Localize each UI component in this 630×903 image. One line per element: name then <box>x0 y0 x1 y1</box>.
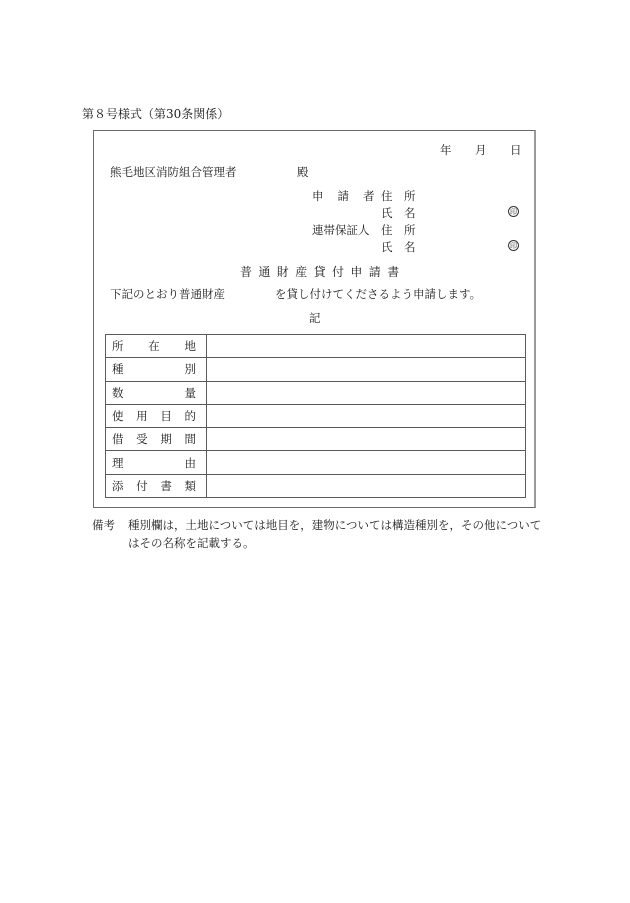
label-char: 期 <box>160 432 172 447</box>
label-char: 量 <box>184 385 196 400</box>
row-label-location <box>106 335 207 358</box>
detail-table <box>105 334 526 498</box>
document-title: 普通財産貸付申請書 <box>240 265 406 279</box>
label-char: 数 <box>112 385 124 400</box>
date-day-label: 日 <box>510 143 522 157</box>
row-value-attachments[interactable] <box>206 474 525 497</box>
row-value-quantity[interactable] <box>206 381 525 404</box>
row-label-quantity <box>106 381 207 404</box>
label-char: 使 <box>112 409 124 424</box>
form-number: 第８号様式（第30条関係） <box>82 107 230 121</box>
row-label-reason <box>106 451 207 474</box>
body-text-post: を貸し付けてくださるよう申請します。 <box>275 287 482 301</box>
label-char: 目 <box>160 409 172 424</box>
table-row <box>106 428 526 451</box>
applicant-seal-icon: 印 <box>510 208 517 216</box>
applicant-label-char: 請 <box>337 189 349 203</box>
date-year-label: 年 <box>440 143 452 157</box>
addressee-suffix: 殿 <box>297 165 309 179</box>
label-char: 種 <box>112 362 124 377</box>
label-char: 由 <box>184 455 196 470</box>
row-label-purpose <box>106 404 207 427</box>
applicant-label-char: 者 <box>363 189 375 203</box>
applicant-address-label: 住 所 <box>381 189 416 203</box>
label-char: 地 <box>184 339 196 354</box>
body-text-pre: 下記のとおり普通財産 <box>110 287 225 301</box>
row-label-attachments <box>106 474 207 497</box>
row-label-type <box>106 358 207 381</box>
ki-heading: 記 <box>309 311 321 325</box>
guarantor-name-label: 氏 名 <box>381 240 416 254</box>
addressee: 熊毛地区消防組合管理者 <box>110 165 237 179</box>
applicant-name-label: 氏 名 <box>381 206 416 220</box>
row-value-purpose[interactable] <box>206 404 525 427</box>
row-value-location[interactable] <box>206 335 525 358</box>
label-char: 付 <box>136 478 148 493</box>
remarks-heading: 備考 <box>92 518 115 532</box>
label-char: 受 <box>136 432 148 447</box>
label-char: 所 <box>112 339 124 354</box>
table-row <box>106 335 526 358</box>
guarantor-address-label: 住 所 <box>381 223 416 237</box>
guarantor-seal-icon: 印 <box>510 242 517 250</box>
row-value-reason[interactable] <box>206 451 525 474</box>
applicant-label <box>312 189 375 203</box>
row-label-period <box>106 428 207 451</box>
label-char: 添 <box>112 478 124 493</box>
row-value-period[interactable] <box>206 428 525 451</box>
label-char: 書 <box>160 478 172 493</box>
table-row <box>106 404 526 427</box>
label-char: 類 <box>184 478 196 493</box>
label-char: 的 <box>184 409 196 424</box>
label-char: 間 <box>184 432 196 447</box>
label-char: 在 <box>148 339 160 354</box>
remarks-line-2: はその名称を記載する。 <box>128 536 255 550</box>
label-char: 理 <box>112 455 124 470</box>
label-char: 用 <box>136 409 148 424</box>
table-row <box>106 474 526 497</box>
label-char: 借 <box>112 432 124 447</box>
remarks-line-1: 種別欄は，土地については地目を，建物については構造種別を，その他について <box>128 518 542 532</box>
applicant-label-char: 申 <box>312 189 324 203</box>
guarantor-label: 連帯保証人 <box>312 223 370 237</box>
row-value-type[interactable] <box>206 358 525 381</box>
table-row <box>106 451 526 474</box>
table-row <box>106 358 526 381</box>
date-month-label: 月 <box>475 143 487 157</box>
label-char: 別 <box>184 362 196 377</box>
table-row <box>106 381 526 404</box>
